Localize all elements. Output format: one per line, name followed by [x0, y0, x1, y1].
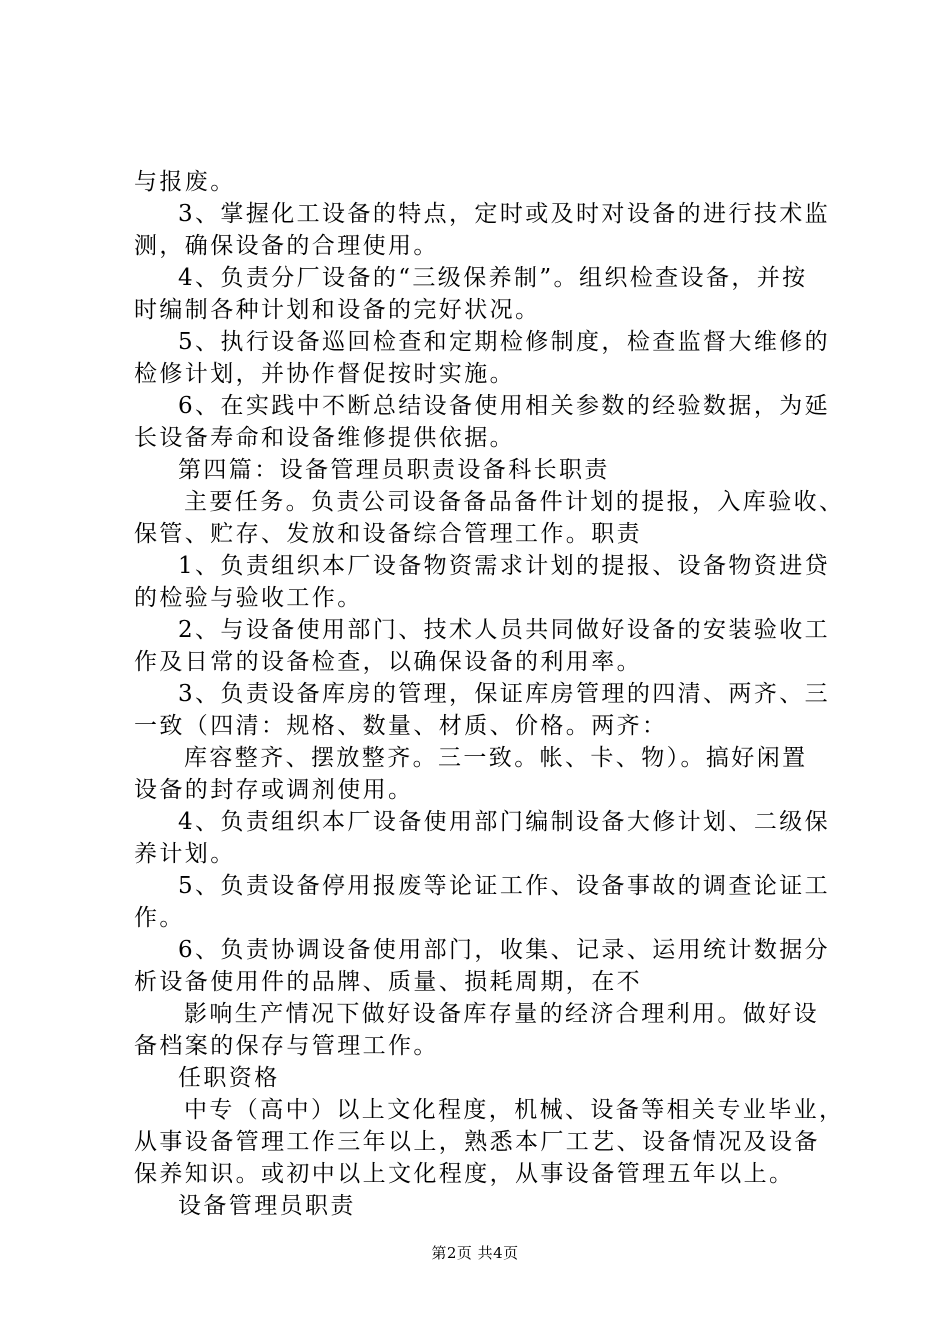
text-line: 6、在实践中不断总结设备使用相关参数的经验数据，为延 [178, 393, 831, 419]
text-line: 主要任务。负责公司设备备品备件计划的提报，入库验收、 [184, 489, 845, 515]
text-line: 6、负责协调设备使用部门，收集、记录、运用统计数据分 [178, 937, 831, 963]
text-line: 4、负责分厂设备的“三级保养制”。组织检查设备，并按 [178, 265, 808, 291]
text-line: 库容整齐、摆放整齐。三一致。帐、卡、物）。搞好闲置 [184, 745, 808, 771]
section-heading: 第四篇：设备管理员职责设备科长职责 [178, 457, 610, 483]
text-line: 析设备使用件的品牌、质量、损耗周期，在不 [134, 969, 642, 995]
text-line: 测，确保设备的合理使用。 [134, 233, 439, 259]
text-line: 长设备寿命和设备维修提供依据。 [134, 425, 515, 451]
text-line: 作及日常的设备检查，以确保设备的利用率。 [134, 649, 642, 675]
text-line: 检修计划，并协作督促按时实施。 [134, 361, 515, 387]
text-line: 4、负责组织本厂设备使用部门编制设备大修计划、二级保 [178, 809, 831, 835]
text-line: 的检验与验收工作。 [134, 585, 363, 611]
text-line: 保管、贮存、发放和设备综合管理工作。职责 [134, 521, 642, 547]
text-line: 时编制各种计划和设备的完好状况。 [134, 297, 541, 323]
text-line: 2、与设备使用部门、技术人员共同做好设备的安装验收工 [178, 617, 831, 643]
text-line: 保养知识。或初中以上文化程度，从事设备管理五年以上。 [134, 1161, 795, 1187]
text-line: 与报废。 [134, 169, 236, 195]
document-body [134, 166, 845, 1222]
text-line: 1、负责组织本厂设备物资需求计划的提报、设备物资进贷 [178, 553, 831, 579]
text-line: 5、负责设备停用报废等论证工作、设备事故的调查论证工 [178, 873, 831, 899]
section-heading: 任职资格 [178, 1065, 280, 1091]
text-line: 3、掌握化工设备的特点，定时或及时对设备的进行技术监 [178, 201, 831, 227]
text-line: 中专（高中）以上文化程度，机械、设备等相关专业毕业， [184, 1097, 845, 1123]
text-line: 从事设备管理工作三年以上，熟悉本厂工艺、设备情况及设备 [134, 1129, 820, 1155]
text-line: 3、负责设备库房的管理，保证库房管理的四清、两齐、三 [178, 681, 831, 707]
text-line: 影响生产情况下做好设备库存量的经济合理利用。做好设 [184, 1001, 819, 1027]
text-line: 备档案的保存与管理工作。 [134, 1033, 439, 1059]
text-line: 养计划。 [134, 841, 236, 867]
section-heading: 设备管理员职责 [178, 1193, 356, 1219]
text-line: 设备的封存或调剂使用。 [134, 777, 414, 803]
text-line: 作。 [134, 905, 185, 931]
page-footer: 第2页 共4页 [431, 1244, 519, 1262]
text-line: 一致（四清：规格、数量、材质、价格。两齐： [134, 713, 668, 739]
text-line: 5、执行设备巡回检查和定期检修制度，检查监督大维修的 [178, 329, 831, 355]
